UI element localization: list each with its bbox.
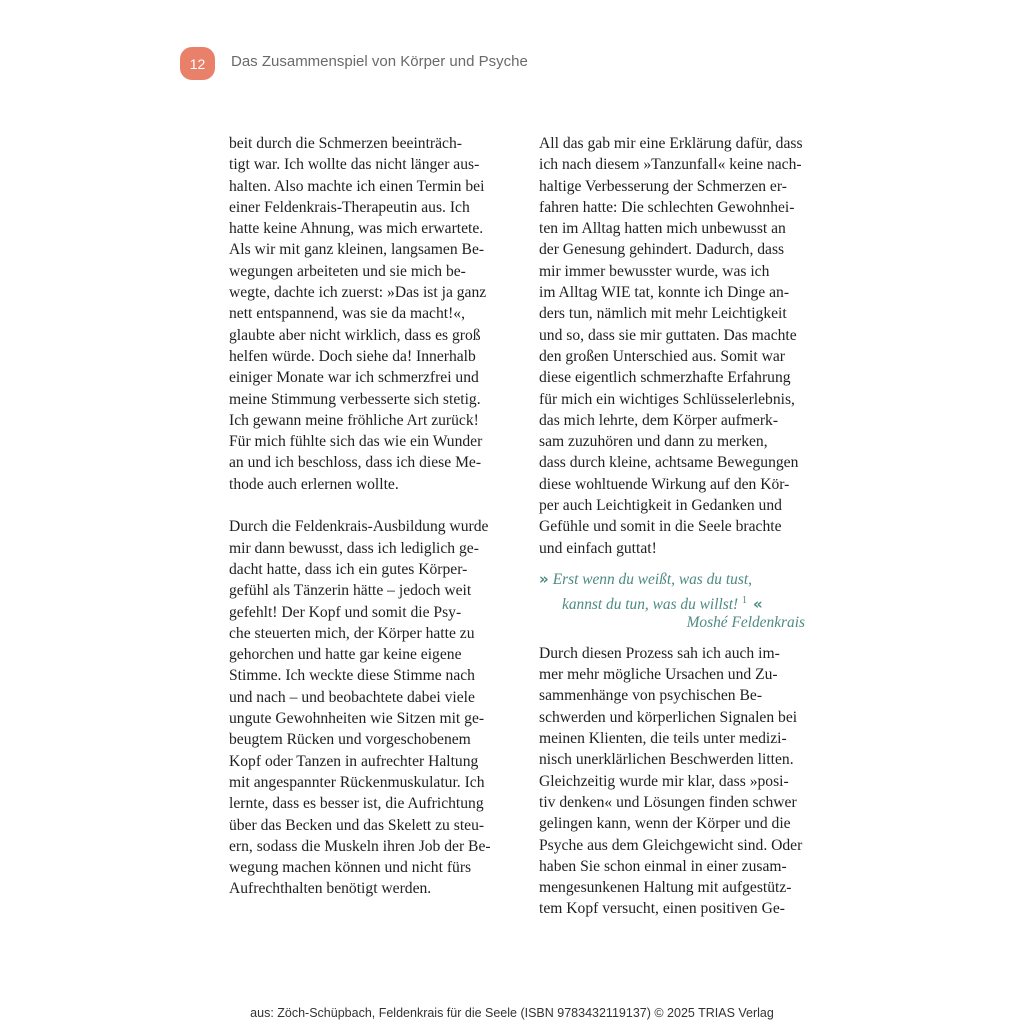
text-line: diese wohltuende Wirkung auf den Kör- xyxy=(539,475,790,493)
quote-open-mark: » xyxy=(539,569,549,588)
text-line: mit angespannter Rückenmuskulatur. Ich xyxy=(229,773,485,791)
text-line: gelingen kann, wenn der Körper und die xyxy=(539,815,791,833)
text-line: ungute Gewohnheiten wie Sitzen mit ge- xyxy=(229,710,485,728)
left-paragraph-2 xyxy=(229,516,519,899)
text-line: schwerden und körperlichen Signalen bei xyxy=(539,708,798,726)
text-line: ders tun, nämlich mit mehr Leichtigkeit xyxy=(539,305,787,323)
right-column xyxy=(539,133,829,920)
running-head: Das Zusammenspiel von Körper und Psyche xyxy=(231,53,528,70)
text-line: an und ich beschloss, dass ich diese Me- xyxy=(229,454,482,472)
text-line: wegung machen können und nicht fürs xyxy=(229,859,472,877)
footnote-reference: 1 xyxy=(742,595,748,607)
text-line: sammenhänge von psychischen Be- xyxy=(539,687,763,705)
text-line: ern, sodass die Muskeln ihren Job der Be- xyxy=(229,837,491,855)
text-line: dass durch kleine, achtsame Bewegungen xyxy=(539,454,799,472)
text-line: der Genesung gehindert. Dadurch, dass xyxy=(539,241,785,259)
text-line: gefühl als Tänzerin hätte – jedoch weit xyxy=(229,582,472,600)
text-line: gefehlt! Der Kopf und somit die Psy- xyxy=(229,603,462,621)
text-line: einiger Monate war ich schmerzfrei und xyxy=(229,369,479,387)
text-line: Ich gewann meine fröhliche Art zurück! xyxy=(229,411,479,429)
text-line: sam zuzuhören und dann zu merken, xyxy=(539,433,768,451)
text-line: nett entspannend, was sie da macht!«, xyxy=(229,305,466,323)
paragraph-gap xyxy=(229,495,519,516)
text-line: einer Feldenkrais-Therapeutin aus. Ich xyxy=(229,198,470,216)
text-line: Gleichzeitig wurde mir klar, dass »posi- xyxy=(539,772,789,790)
text-line: ten im Alltag hatten mich unbewusst an xyxy=(539,220,786,238)
text-line: mengesunkenen Haltung mit aufgestütz- xyxy=(539,879,792,897)
left-paragraph-1 xyxy=(229,133,519,495)
text-line: meinen Klienten, die teils unter medizi- xyxy=(539,730,787,748)
text-line: Als wir mit ganz kleinen, langsamen Be- xyxy=(229,241,485,259)
left-column xyxy=(229,133,519,900)
text-line: im Alltag WIE tat, konnte ich Dinge an- xyxy=(539,284,790,302)
text-line: über das Becken und das Skelett zu steu- xyxy=(229,816,485,834)
text-line: Gefühle und somit in die Seele brachte xyxy=(539,518,782,536)
text-line: hatte keine Ahnung, was mich erwartete. xyxy=(229,220,484,238)
text-line: für mich ein wichtiges Schlüsselerlebnis, xyxy=(539,390,795,408)
text-line: Durch diesen Prozess sah ich auch im- xyxy=(539,644,780,662)
text-line: tigt war. Ich wollte das nicht länger aus- xyxy=(229,156,480,174)
text-line: diese eigentlich schmerzhafte Erfahrung xyxy=(539,369,791,387)
right-paragraph-2 xyxy=(539,643,829,920)
text-line: All das gab mir eine Erklärung dafür, dass xyxy=(539,135,803,152)
page-number: 12 xyxy=(189,55,206,72)
text-line: tem Kopf versucht, einen positiven Ge- xyxy=(539,900,785,918)
text-line: dacht hatte, dass ich ein gutes Körper- xyxy=(229,560,468,578)
text-line: halten. Also machte ich einen Termin bei xyxy=(229,177,485,195)
quote-line-2 xyxy=(539,590,829,614)
text-line: per auch Leichtigkeit in Gedanken und xyxy=(539,497,782,515)
text-line: meine Stimmung verbesserte sich stetig. xyxy=(229,390,481,408)
text-line: Aufrechthalten benötigt werden. xyxy=(229,880,432,898)
text-line: mer mehr mögliche Ursachen und Zu- xyxy=(539,666,778,684)
text-line: helfen würde. Doch siehe da! Innerhalb xyxy=(229,347,476,365)
text-line: beugtem Rücken und vorgeschobenem xyxy=(229,731,471,749)
text-line: wegte, dachte ich zuerst: »Das ist ja ganz xyxy=(229,284,487,302)
text-line: lernte, dass es besser ist, die Aufrichtung xyxy=(229,795,484,813)
quote-close-mark: « xyxy=(753,595,763,614)
text-line: Stimme. Ich weckte diese Stimme nach xyxy=(229,667,475,685)
quote-line-1 xyxy=(539,569,829,590)
text-line: gehorchen und hatte gar keine eigene xyxy=(229,646,462,664)
text-line: nisch unerklärlichen Beschwerden litten. xyxy=(539,751,794,769)
quote-text-2: kannst du tun, was du willst! xyxy=(562,596,739,614)
text-line: das mich lehrte, dem Körper aufmerk- xyxy=(539,411,779,429)
text-line: und einfach guttat! xyxy=(539,539,657,557)
text-line: Psyche aus dem Gleichgewicht sind. Oder xyxy=(539,836,803,854)
text-line: mir immer bewusster wurde, was ich xyxy=(539,262,770,280)
text-line: Für mich fühlte sich das wie ein Wunder xyxy=(229,433,483,451)
pull-quote xyxy=(539,569,829,633)
text-line: ich nach diesem »Tanzunfall« keine nach- xyxy=(539,156,802,174)
text-line: beit durch die Schmerzen beeinträch- xyxy=(229,135,462,152)
text-line: den großen Unterschied aus. Somit war xyxy=(539,347,785,365)
text-line: und nach – und beobachtete dabei viele xyxy=(229,688,475,706)
text-line: tiv denken« und Lösungen finden schwer xyxy=(539,793,797,811)
text-line: che steuerten mich, der Körper hatte zu xyxy=(229,624,475,642)
quote-text-1: Erst wenn du weißt, was du tust, xyxy=(552,570,752,588)
text-line: Durch die Feldenkrais-Ausbildung wurde xyxy=(229,518,489,536)
page-number-tab xyxy=(180,47,215,80)
quote-author: Moshé Feldenkrais xyxy=(686,613,805,631)
text-line: Kopf oder Tanzen in aufrechter Haltung xyxy=(229,752,479,770)
text-line: glaubte aber nicht wirklich, dass es groß xyxy=(229,326,481,344)
text-line: fahren hatte: Die schlechten Gewohnhei- xyxy=(539,198,795,216)
text-line: und so, dass sie mir guttaten. Das machte xyxy=(539,326,797,344)
text-line: haben Sie schon einmal in einer zusam- xyxy=(539,857,787,875)
text-line: wegungen arbeiteten und sie mich be- xyxy=(229,262,466,280)
right-paragraph-1 xyxy=(539,133,829,559)
source-footer: aus: Zöch-Schüpbach, Feldenkrais für die Seele (ISBN 9783432119137) © 2025 TRIAS Verlag xyxy=(250,1006,774,1020)
text-line: mir dann bewusst, dass ich lediglich ge- xyxy=(229,539,479,557)
text-line: thode auch erlernen wollte. xyxy=(229,475,399,493)
text-line: haltige Verbesserung der Schmerzen er- xyxy=(539,177,787,195)
